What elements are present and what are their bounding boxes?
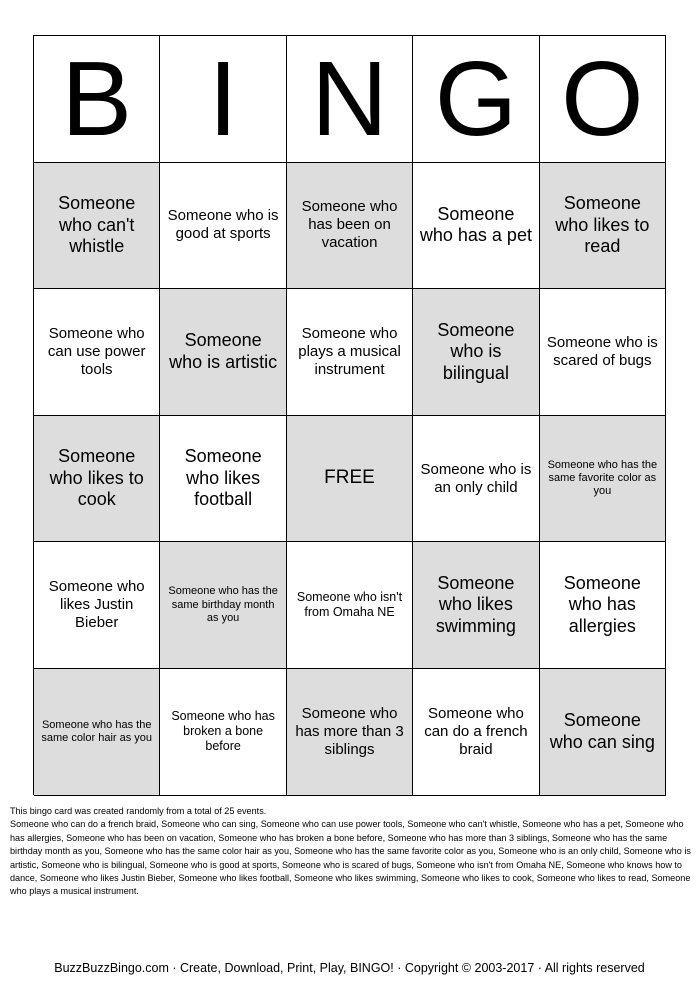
bingo-cell: Someone who likes football xyxy=(160,416,286,543)
bingo-row-1 xyxy=(34,163,666,290)
bingo-cell: Someone who can use power tools xyxy=(34,289,160,416)
bingo-cell: Someone who has a pet xyxy=(413,163,539,290)
bingo-cell: Someone who likes swimming xyxy=(413,542,539,669)
site-footer: BuzzBuzzBingo.com · Create, Download, Print, Play, BINGO! · Copyright © 2003-2017 · All rights reserved xyxy=(54,961,645,975)
bingo-cell: Someone who has more than 3 siblings xyxy=(287,669,413,796)
free-space-cell: FREE xyxy=(287,416,413,543)
bingo-row-2 xyxy=(34,289,666,416)
bingo-cell: Someone who is good at sports xyxy=(160,163,286,290)
bingo-cell: Someone who likes to cook xyxy=(34,416,160,543)
bingo-cell: Someone who has broken a bone before xyxy=(160,669,286,796)
bingo-cell: Someone who has been on vacation xyxy=(287,163,413,290)
header-letter-g: G xyxy=(413,36,539,163)
bingo-cell: Someone who can sing xyxy=(540,669,666,796)
bingo-cell: Someone who can't whistle xyxy=(34,163,160,290)
bingo-cell: Someone who plays a musical instrument xyxy=(287,289,413,416)
bingo-cell: Someone who likes Justin Bieber xyxy=(34,542,160,669)
bingo-cell: Someone who is artistic xyxy=(160,289,286,416)
event-list-note xyxy=(10,805,694,899)
bingo-row-3 xyxy=(34,416,666,543)
bingo-cell: Someone who has the same favorite color as you xyxy=(540,416,666,543)
note-intro: This bingo card was created randomly from a total of 25 events. xyxy=(10,806,267,816)
header-letter-b: B xyxy=(34,36,160,163)
bingo-cell: Someone who can do a french braid xyxy=(413,669,539,796)
bingo-cell: Someone who has allergies xyxy=(540,542,666,669)
bingo-cell: Someone who is scared of bugs xyxy=(540,289,666,416)
bingo-row-4 xyxy=(34,542,666,669)
bingo-header-row xyxy=(34,36,666,163)
bingo-cell: Someone who isn't from Omaha NE xyxy=(287,542,413,669)
header-letter-n: N xyxy=(287,36,413,163)
bingo-cell: Someone who is an only child xyxy=(413,416,539,543)
bingo-row-5 xyxy=(34,669,666,796)
note-event-list: Someone who can do a french braid, Someone who can sing, Someone who can use power tools, Someone who can't whistle, Someone who has a pet, Someone who has allergies, Someone who has been on vacation, Someone who has broken a bone before, Someone who has more than 3 siblings, Someone who has the same birthday month as you, Someone who has the same color hair as you, Someone who has the same favorite color as you, Someone who is an only child, Someone who is artistic, Someone who is bilingual, Someone who is good at sports, Someone who is scared of bugs, Someone who isn't from Omaha NE, Someone who knows how to dance, Someone who likes Justin Bieber, Someone who likes football, Someone who likes swimming, Someone who likes to cook, Someone who likes to read, Someone who plays a musical instrument. xyxy=(10,819,691,897)
bingo-cell: Someone who has the same color hair as you xyxy=(34,669,160,796)
bingo-cell: Someone who has the same birthday month as you xyxy=(160,542,286,669)
bingo-cell: Someone who is bilingual xyxy=(413,289,539,416)
bingo-card xyxy=(33,35,666,795)
header-letter-o: O xyxy=(540,36,666,163)
bingo-cell: Someone who likes to read xyxy=(540,163,666,290)
header-letter-i: I xyxy=(160,36,286,163)
